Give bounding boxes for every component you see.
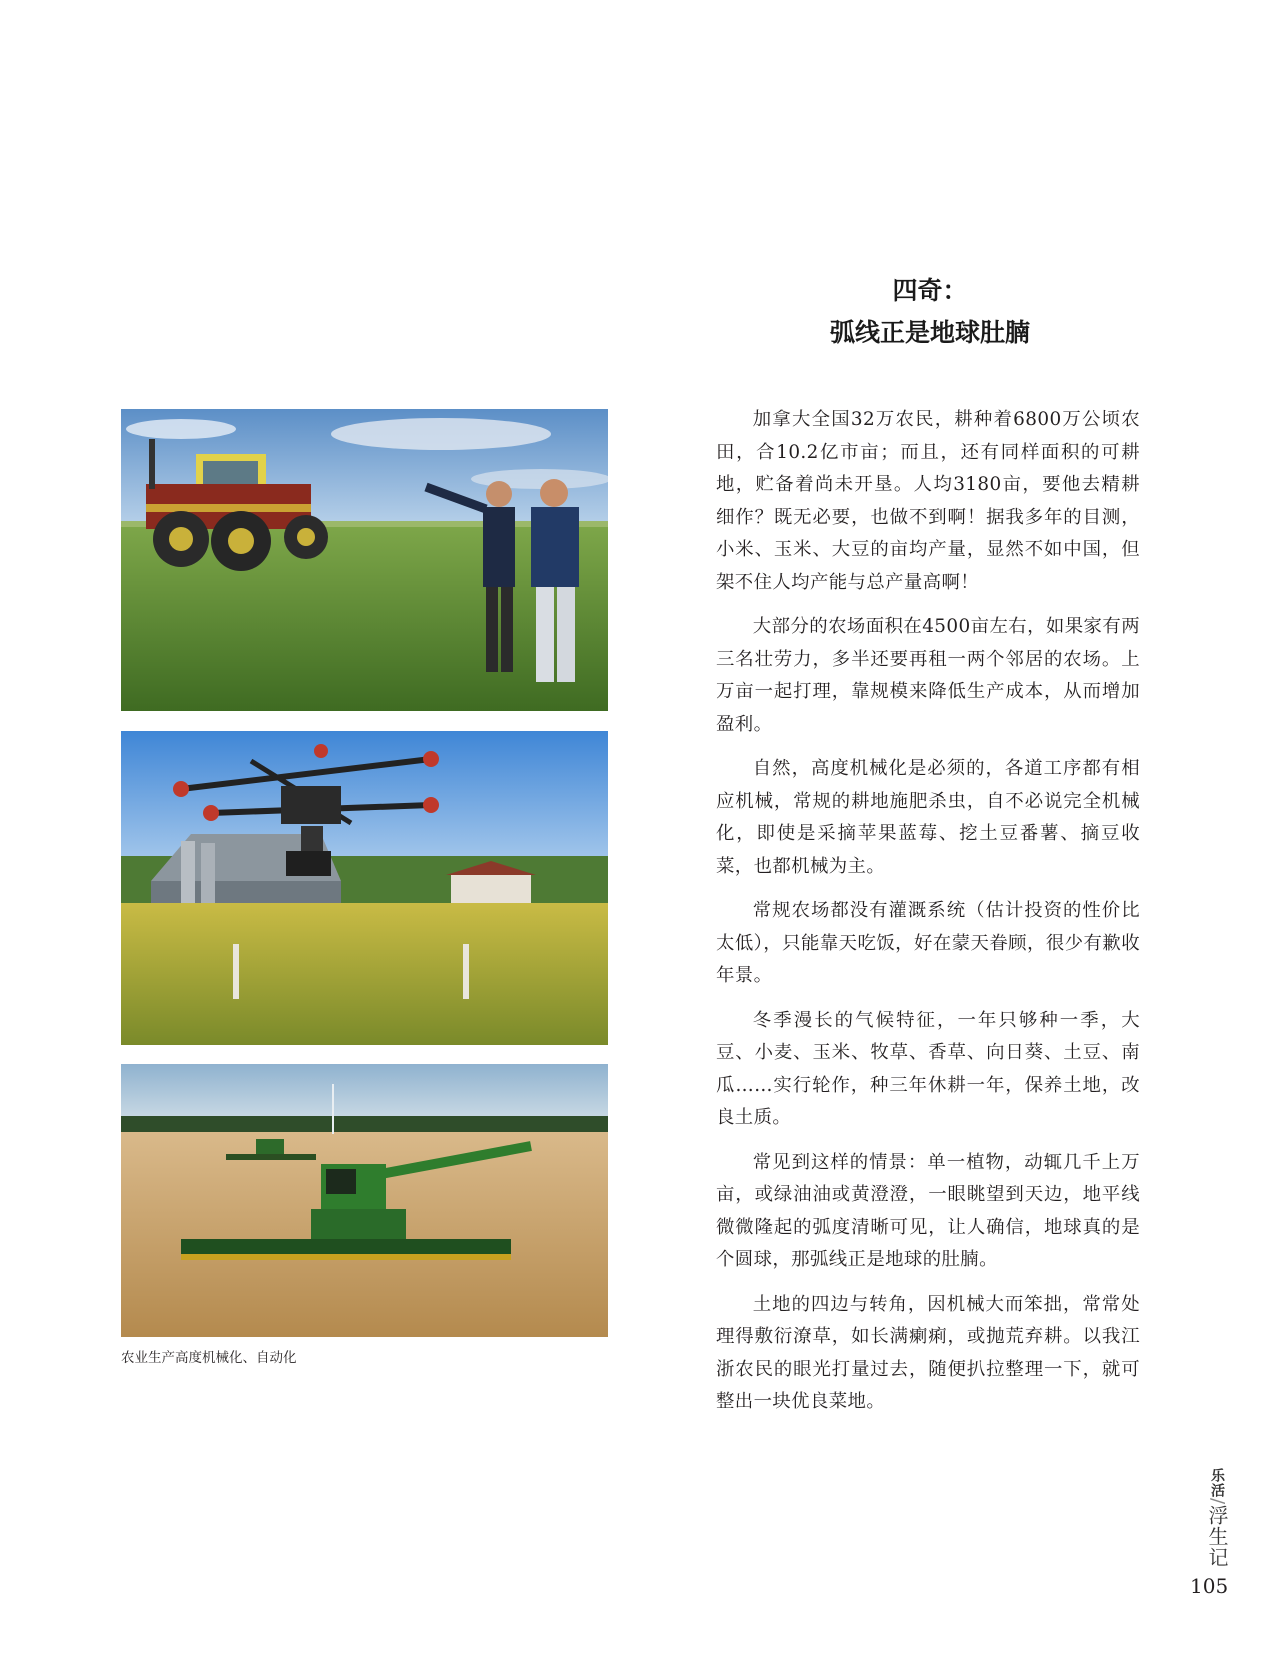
heading-line-2: 弧线正是地球肚腩: [829, 318, 1030, 347]
brand-part-1: 乐活: [1209, 1468, 1225, 1498]
photo-drone-farm: [121, 731, 608, 1045]
heading-line-1: 四奇：: [892, 276, 968, 305]
paragraph: 自然，高度机械化是必须的，各道工序都有相应机械，常规的耕地施肥杀虫，自不必说完全机械化，即使是采摘苹果蓝莓、挖土豆番薯、摘豆收菜，也都机械为主。: [716, 758, 1140, 877]
photo-tractor-farmers: [121, 409, 608, 711]
paragraph: 常见到这样的情景：单一植物，动辄几千上万亩，或绿油油或黄澄澄，一眼眺望到天边，地平线微微隆起的弧度清晰可见，让人确信，地球真的是个圆球，那弧线正是地球的肚腩。: [716, 1151, 1140, 1270]
paragraph: 冬季漫长的气候特征，一年只够种一季，大豆、小麦、玉米、牧草、香草、向日葵、土豆、南瓜……实行轮作，种三年休耕一年，保养土地，改良土质。: [716, 1009, 1140, 1128]
paragraph: 常规农场都没有灌溉系统（估计投资的性价比太低），只能靠天吃饭，好在蒙天眷顾，很少有歉收年景。: [716, 900, 1140, 986]
paragraph: 加拿大全国32万农民，耕种着6800万公顷农田，合10.2亿市亩；而且，还有同样面积的可耕地，贮备着尚未开垦。人均3180亩，要他去精耕细作？既无必要，也做不到啊！据我多年的目测，小米、玉米、大豆的亩均产量，显然不如中国，但架不住人均产能与总产量高啊！: [716, 409, 1140, 593]
section-heading: [780, 270, 1080, 354]
brand-part-2: 浮生记: [1205, 1505, 1229, 1569]
brand-separator: /: [1207, 1498, 1228, 1506]
photo-drone-farm-image: [121, 731, 608, 1045]
photo-tractor-farmers-image: [121, 409, 608, 711]
paragraph: 土地的四边与转角，因机械大而笨拙，常常处理得敷衍潦草，如长满瘌痢，或抛荒弃耕。以我江浙农民的眼光打量过去，随便扒拉整理一下，就可整出一块优良菜地。: [716, 1293, 1140, 1412]
article-body: [716, 404, 1140, 1431]
paragraph: 大部分的农场面积在4500亩左右，如果家有两三名壮劳力，多半还要再租一两个邻居的农场。上万亩一起打理，靠规模来降低生产成本，从而增加盈利。: [716, 616, 1140, 735]
photo-caption: 农业生产高度机械化、自动化: [121, 1350, 297, 1366]
photo-combine-harvesters: [121, 1064, 608, 1337]
photo-combine-harvesters-image: [121, 1064, 608, 1337]
page-number: 105: [1190, 1574, 1229, 1598]
magazine-section-label: [1192, 1468, 1232, 1568]
